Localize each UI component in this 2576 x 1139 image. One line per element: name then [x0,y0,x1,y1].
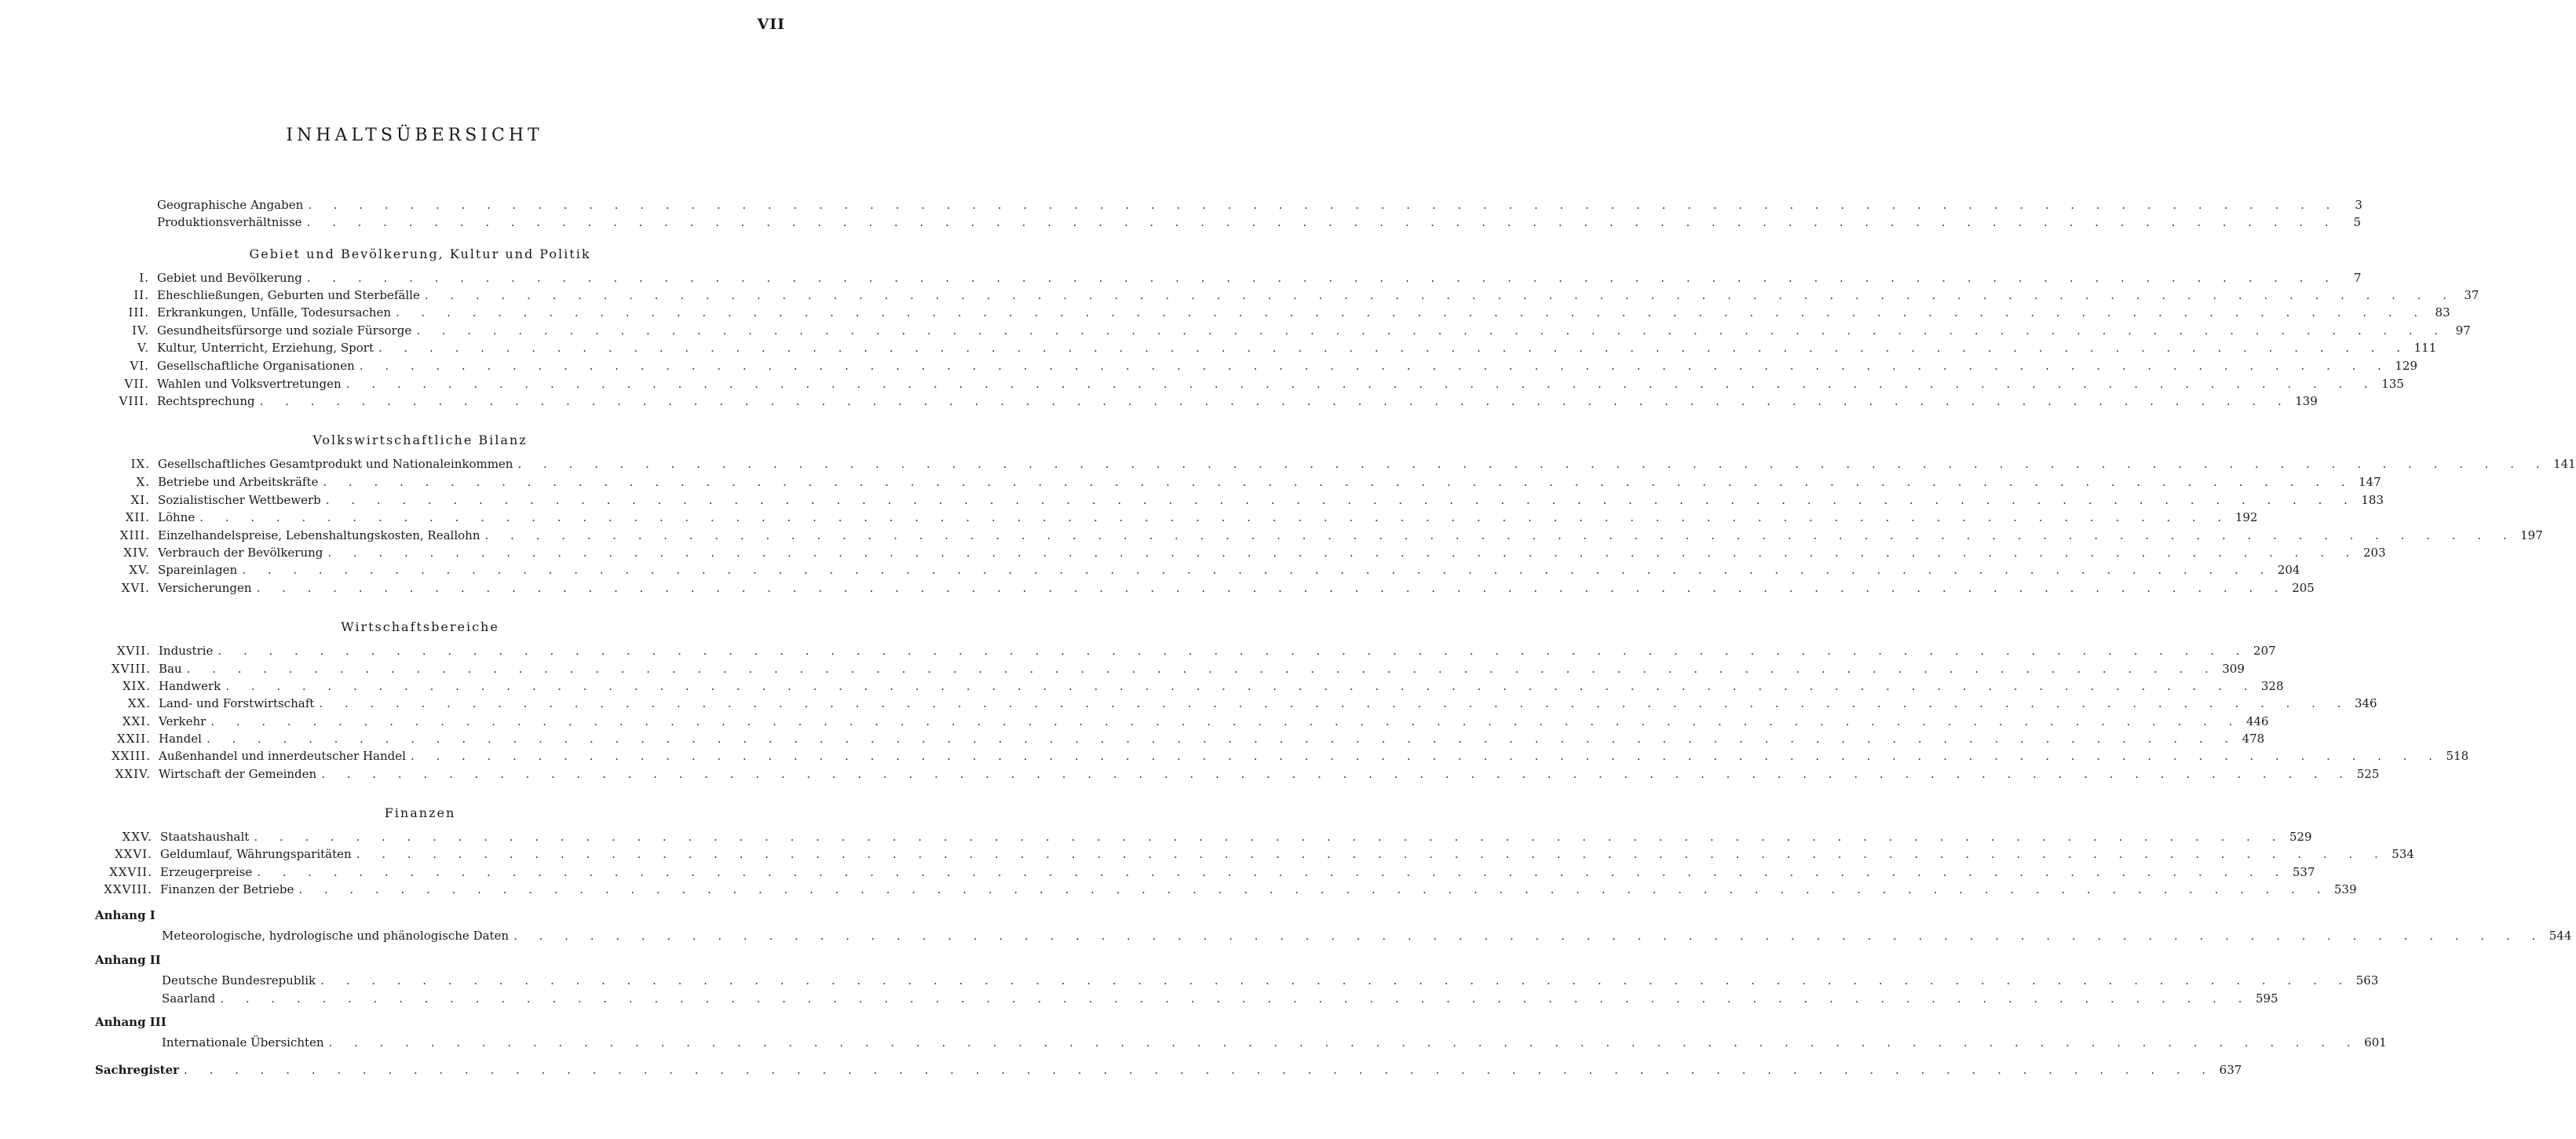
toc-entry[interactable] [162,1032,2387,1050]
dot-leader: . . . . . . . . . . . . . . . . . . . . . . . . . . . . . . . . . . . . . . . . . . . . . . . . . . . . . . . . . . . . . . . . . . . . . . . . . . . . . . . . [378,341,2410,355]
section-heading-finanzen: Finanzen [384,805,456,820]
dot-leader: . . . . . . . . . . . . . . . . . . . . . . . . . . . . . . . . . . . . . . . . . . . . . . . . . . . . . . . . . . . . . . . . . . . . . . . . . . . . . . . . [225,679,2256,693]
entry-page: 203 [2363,546,2386,560]
toc-entry[interactable] [111,746,2469,763]
toc-entry[interactable] [122,711,2269,728]
dot-leader: . . . . . . . . . . . . . . . . . . . . . . . . . . . . . . . . . . . . . . . . . . . . . . . . . . . . . . . . . . . . . . . . . . . . . . . . . . . . . . . . [306,215,2338,229]
entry-label: Wirtschaft der Gemeinden [159,767,321,781]
entry-label: Sozialistischer Wettbewerb [158,493,326,507]
dot-leader: . . . . . . . . . . . . . . . . . . . . . . . . . . . . . . . . . . . . . . . . . . . . . . . . . . . . . . . . . . . . . . . . . . . . . . . . . . . . . . . . [416,323,2447,338]
chapter-number: V. [137,341,149,355]
toc-entry[interactable] [125,507,2258,524]
entry-page: 601 [2364,1035,2387,1050]
toc-entry[interactable] [129,560,2300,577]
toc-entry[interactable] [130,454,2576,471]
section-heading-gebiet: Gebiet und Bevölkerung, Kultur und Politik [249,246,591,261]
entry-label: Verbrauch der Bevölkerung [158,546,327,560]
entry-label: Gesellschaftliches Gesamtprodukt und Nationaleinkommen [158,457,517,471]
chapter-number: XXIV. [115,767,151,781]
dot-leader: . . . . . . . . . . . . . . . . . . . . . . . . . . . . . . . . . . . . . . . . . . . . . . . . . . . . . . . . . . . . . . . . . . . . . . . . . . . . . . . . [298,882,2329,896]
toc-entry[interactable] [137,338,2437,355]
entry-page: 563 [2355,973,2379,987]
entry-page: 637 [2219,1063,2242,1077]
entry-label: Einzelhandelspreise, Lebenshaltungskosten, Reallohn [158,528,485,542]
toc-entry[interactable] [123,542,2386,560]
entry-page: 135 [2381,377,2404,391]
toc-entry[interactable] [162,970,2379,987]
entry-label: Spareinlagen [158,563,242,577]
entry-label: Sachregister [95,1063,184,1077]
entry-label: Geldumlauf, Währungsparitäten [160,847,356,861]
dot-leader: . . . . . . . . . . . . . . . . . . . . . . . . . . . . . . . . . . . . . . . . . . . . . . . . . . . . . . . . . . . . . . . . . . . . . . . . . . . . . . . . [484,528,2516,542]
entry-label: Erzeugerpreise [160,865,257,879]
entry-label: Internationale Übersichten [162,1035,329,1050]
entry-page: 309 [2222,662,2245,676]
entry-page: 544 [2549,929,2572,943]
chapter-number: XIV. [123,546,150,560]
dot-leader: . . . . . . . . . . . . . . . . . . . . . . . . . . . . . . . . . . . . . . . . . . . . . . . . . . . . . . . . . . . . . . . . . . . . . . . . . . . . . . . . [424,288,2456,302]
entry-page: 147 [2359,475,2381,489]
dot-leader: . . . . . . . . . . . . . . . . . . . . . . . . . . . . . . . . . . . . . . . . . . . . . . . . . . . . . . . . . . . . . . . . . . . . . . . . . . . . . . . . [210,714,2242,728]
chapter-number: II. [133,288,149,302]
entry-page: 141 [2553,457,2576,471]
dot-leader: . . . . . . . . . . . . . . . . . . . . . . . . . . . . . . . . . . . . . . . . . . . . . . . . . . . . . . . . . . . . . . . . . . . . . . . . . . . . . . . . [308,198,2339,212]
toc-entry[interactable] [162,925,2572,943]
chapter-number: XIII. [119,528,150,542]
toc-entry[interactable] [133,285,2479,302]
entry-label: Handel [159,732,206,746]
dot-leader: . . . . . . . . . . . . . . . . . . . . . . . . . . . . . . . . . . . . . . . . . . . . . . . . . . . . . . . . . . . . . . . . . . . . . . . . . . . . . . . . [259,394,2291,408]
entry-page: 328 [2260,679,2284,693]
dot-leader: . . . . . . . . . . . . . . . . . . . . . . . . . . . . . . . . . . . . . . . . . . . . . . . . . . . . . . . . . . . . . . . . . . . . . . . . . . . . . . . . [323,475,2354,489]
chapter-number: XXVII. [109,865,152,879]
entry-label: Industrie [159,644,217,658]
entry-label: Rechtsprechung [157,394,260,408]
appendix-label: Anhang II [95,953,161,967]
dot-leader: . . . . . . . . . . . . . . . . . . . . . . . . . . . . . . . . . . . . . . . . . . . . . . . . . . . . . . . . . . . . . . . . . . . . . . . . . . . . . . . . [220,991,2251,1006]
chapter-number: XV. [129,563,150,577]
toc-entry[interactable] [132,320,2471,338]
toc-entry[interactable] [130,356,2418,373]
chapter-number: VI. [130,359,149,373]
entry-page: 5 [2353,215,2362,229]
chapter-number: III. [128,305,149,319]
dot-leader: . . . . . . . . . . . . . . . . . . . . . . . . . . . . . . . . . . . . . . . . . . . . . . . . . . . . . . . . . . . . . . . . . . . . . . . . . . . . . . . . [257,865,2288,879]
entry-page: 183 [2361,493,2384,507]
chapter-number: XII. [125,510,150,524]
chapter-number: XXI. [122,714,151,728]
chapter-number: X. [136,475,150,489]
chapter-number: XXIII. [111,749,151,763]
dot-leader: . . . . . . . . . . . . . . . . . . . . . . . . . . . . . . . . . . . . . . . . . . . . . . . . . . . . . . . . . . . . . . . . . . . . . . . . . . . . . . . . [306,271,2338,285]
dot-leader: . . . . . . . . . . . . . . . . . . . . . . . . . . . . . . . . . . . . . . . . . . . . . . . . . . . . . . . . . . . . . . . . . . . . . . . . . . . . . . . . [359,359,2391,373]
entry-page: 537 [2292,865,2315,879]
dot-leader: . . . . . . . . . . . . . . . . . . . . . . . . . . . . . . . . . . . . . . . . . . . . . . . . . . . . . . . . . . . . . . . . . . . . . . . . . . . . . . . . [345,377,2377,391]
chapter-number: IV. [132,323,149,338]
chapter-number: VII. [124,377,149,391]
dot-leader: . . . . . . . . . . . . . . . . . . . . . . . . . . . . . . . . . . . . . . . . . . . . . . . . . . . . . . . . . . . . . . . . . . . . . . . . . . . . . . . . [325,493,2357,507]
entry-label: Versicherungen [158,581,257,595]
dot-leader: . . . . . . . . . . . . . . . . . . . . . . . . . . . . . . . . . . . . . . . . . . . . . . . . . . . . . . . . . . . . . . . . . . . . . . . . . . . . . . . . [320,973,2351,987]
section-heading-wirtschaftsbereiche: Wirtschaftsbereiche [341,619,499,634]
entry-label: Betriebe und Arbeitskräfte [158,475,323,489]
entry-page: 595 [2255,991,2278,1006]
chapter-number: VIII. [119,394,149,408]
toc-entry[interactable] [115,764,2380,781]
entry-label: Meteorologische, hydrologische und phänologische Daten [162,929,513,943]
chapter-number: XXV. [122,830,152,844]
entry-label: Finanzen der Betriebe [160,882,298,896]
dot-leader: . . . . . . . . . . . . . . . . . . . . . . . . . . . . . . . . . . . . . . . . . . . . . . . . . . . . . . . . . . . . . . . . . . . . . . . . . . . . . . . . [517,457,2549,471]
toc-entry[interactable] [136,472,2381,489]
entry-label: Gesundheitsfürsorge und soziale Fürsorge [157,323,416,338]
entry-page: 529 [2289,830,2312,844]
entry-page: 111 [2413,341,2437,355]
entry-label: Produktionsverhältnisse [157,215,307,229]
entry-label: Geographische Angaben [157,198,308,212]
chapter-number: XVII. [116,644,151,658]
chapter-number: XXII. [117,732,151,746]
entry-label: Kultur, Unterricht, Erziehung, Sport [157,341,378,355]
toc-entry[interactable] [109,862,2315,879]
dot-leader: . . . . . . . . . . . . . . . . . . . . . . . . . . . . . . . . . . . . . . . . . . . . . . . . . . . . . . . . . . . . . . . . . . . . . . . . . . . . . . . . [356,847,2388,861]
entry-label: Außenhandel und innerdeutscher Handel [159,749,411,763]
toc-entry[interactable] [162,988,2278,1006]
entry-page: 207 [2253,644,2276,658]
entry-page: 83 [2435,305,2450,319]
entry-label: Saarland [162,991,220,1006]
entry-label: Verkehr [159,714,210,728]
chapter-number: XVIII. [111,662,151,676]
toc-entry[interactable] [119,391,2318,408]
toc-entry[interactable] [130,490,2384,507]
chapter-number: XVI. [121,581,150,595]
page-number: VII [757,16,785,33]
toc-entry-geographische-angaben[interactable] [157,195,2362,212]
dot-leader: . . . . . . . . . . . . . . . . . . . . . . . . . . . . . . . . . . . . . . . . . . . . . . . . . . . . . . . . . . . . . . . . . . . . . . . . . . . . . . . . [256,581,2288,595]
entry-page: 192 [2234,510,2258,524]
entry-page: 7 [2353,271,2362,285]
entry-label: Deutsche Bundesrepublik [162,973,320,987]
appendix-label: Anhang III [95,1015,166,1029]
toc-entry-produktionsverhaeltnisse[interactable] [157,212,2362,229]
entry-page: 446 [2245,714,2269,728]
chapter-number: XX. [127,696,151,710]
entry-label: Handwerk [159,679,225,693]
entry-label: Land- und Forstwirtschaft [159,696,319,710]
entry-page: 525 [2356,767,2380,781]
chapter-number: XXVI. [115,847,152,861]
entry-label: Wahlen und Volksvertretungen [157,377,346,391]
entry-page: 129 [2395,359,2418,373]
toc-entry[interactable] [122,827,2312,844]
dot-leader: . . . . . . . . . . . . . . . . . . . . . . . . . . . . . . . . . . . . . . . . . . . . . . . . . . . . . . . . . . . . . . . . . . . . . . . . . . . . . . . . [242,563,2273,577]
entry-page: 346 [2354,696,2377,710]
dot-leader: . . . . . . . . . . . . . . . . . . . . . . . . . . . . . . . . . . . . . . . . . . . . . . . . . . . . . . . . . . . . . . . . . . . . . . . . . . . . . . . . [206,732,2238,746]
toc-entry[interactable] [121,578,2315,595]
toc-entry[interactable] [104,879,2357,896]
chapter-number: I. [139,271,149,285]
entry-page: 197 [2520,528,2543,542]
dot-leader: . . . . . . . . . . . . . . . . . . . . . . . . . . . . . . . . . . . . . . . . . . . . . . . . . . . . . . . . . . . . . . . . . . . . . . . . . . . . . . . . [319,696,2350,710]
appendix-label: Anhang I [95,908,155,922]
chapter-number: XIX. [122,679,151,693]
entry-label: Staatshaushalt [160,830,254,844]
entry-page: 518 [2446,749,2469,763]
entry-page: 204 [2277,563,2300,577]
dot-leader: . . . . . . . . . . . . . . . . . . . . . . . . . . . . . . . . . . . . . . . . . . . . . . . . . . . . . . . . . . . . . . . . . . . . . . . . . . . . . . . . [321,767,2352,781]
dot-leader: . . . . . . . . . . . . . . . . . . . . . . . . . . . . . . . . . . . . . . . . . . . . . . . . . . . . . . . . . . . . . . . . . . . . . . . . . . . . . . . . [328,1035,2360,1050]
entry-page: 97 [2455,323,2471,338]
toc-entry[interactable] [111,659,2245,676]
dot-leader: . . . . . . . . . . . . . . . . . . . . . . . . . . . . . . . . . . . . . . . . . . . . . . . . . . . . . . . . . . . . . . . . . . . . . . . . . . . . . . . . [254,830,2285,844]
dot-leader: . . . . . . . . . . . . . . . . . . . . . . . . . . . . . . . . . . . . . . . . . . . . . . . . . . . . . . . . . . . . . . . . . . . . . . . . . . . . . . . . [199,510,2231,524]
dot-leader: . . . . . . . . . . . . . . . . . . . . . . . . . . . . . . . . . . . . . . . . . . . . . . . . . . . . . . . . . . . . . . . . . . . . . . . . . . . . . . . . [217,644,2249,658]
entry-label: Gesellschaftliche Organisationen [157,359,360,373]
dot-leader: . . . . . . . . . . . . . . . . . . . . . . . . . . . . . . . . . . . . . . . . . . . . . . . . . . . . . . . . . . . . . . . . . . . . . . . . . . . . . . . . [327,546,2359,560]
dot-leader: . . . . . . . . . . . . . . . . . . . . . . . . . . . . . . . . . . . . . . . . . . . . . . . . . . . . . . . . . . . . . . . . . . . . . . . . . . . . . . . . [396,305,2427,319]
entry-label: Löhne [158,510,199,524]
toc-entry[interactable] [139,268,2362,285]
page-title: INHALTSÜBERSICHT [286,126,543,145]
entry-label: Gebiet und Bevölkerung [157,271,307,285]
entry-page: 205 [2292,581,2315,595]
chapter-number: XXVIII. [104,882,152,896]
toc-entry[interactable] [122,676,2284,693]
toc-entry[interactable] [128,302,2450,319]
chapter-number: IX. [130,457,150,471]
entry-label: Bau [159,662,187,676]
entry-page: 478 [2242,732,2265,746]
entry-page: 534 [2391,847,2414,861]
entry-label: Eheschließungen, Geburten und Sterbefälle [157,288,425,302]
section-heading-bilanz: Volkswirtschaftliche Bilanz [312,433,528,447]
toc-entry[interactable] [117,728,2265,746]
entry-page: 3 [2355,198,2362,212]
entry-page: 539 [2333,882,2357,896]
toc-entry[interactable] [115,844,2414,861]
toc-entry[interactable] [119,525,2543,542]
chapter-number: XI. [130,493,150,507]
toc-entry-sachregister[interactable] [95,1060,2242,1077]
toc-entry[interactable] [116,641,2276,658]
dot-leader: . . . . . . . . . . . . . . . . . . . . . . . . . . . . . . . . . . . . . . . . . . . . . . . . . . . . . . . . . . . . . . . . . . . . . . . . . . . . . . . . [184,1063,2215,1077]
entry-page: 37 [2464,288,2479,302]
dot-leader: . . . . . . . . . . . . . . . . . . . . . . . . . . . . . . . . . . . . . . . . . . . . . . . . . . . . . . . . . . . . . . . . . . . . . . . . . . . . . . . . [186,662,2218,676]
entry-page: 139 [2295,394,2318,408]
dot-leader: . . . . . . . . . . . . . . . . . . . . . . . . . . . . . . . . . . . . . . . . . . . . . . . . . . . . . . . . . . . . . . . . . . . . . . . . . . . . . . . . [513,929,2545,943]
entry-label: Erkrankungen, Unfälle, Todesursachen [157,305,396,319]
toc-entry[interactable] [127,693,2377,710]
toc-entry[interactable] [124,374,2404,391]
dot-leader: . . . . . . . . . . . . . . . . . . . . . . . . . . . . . . . . . . . . . . . . . . . . . . . . . . . . . . . . . . . . . . . . . . . . . . . . . . . . . . . . [410,749,2442,763]
